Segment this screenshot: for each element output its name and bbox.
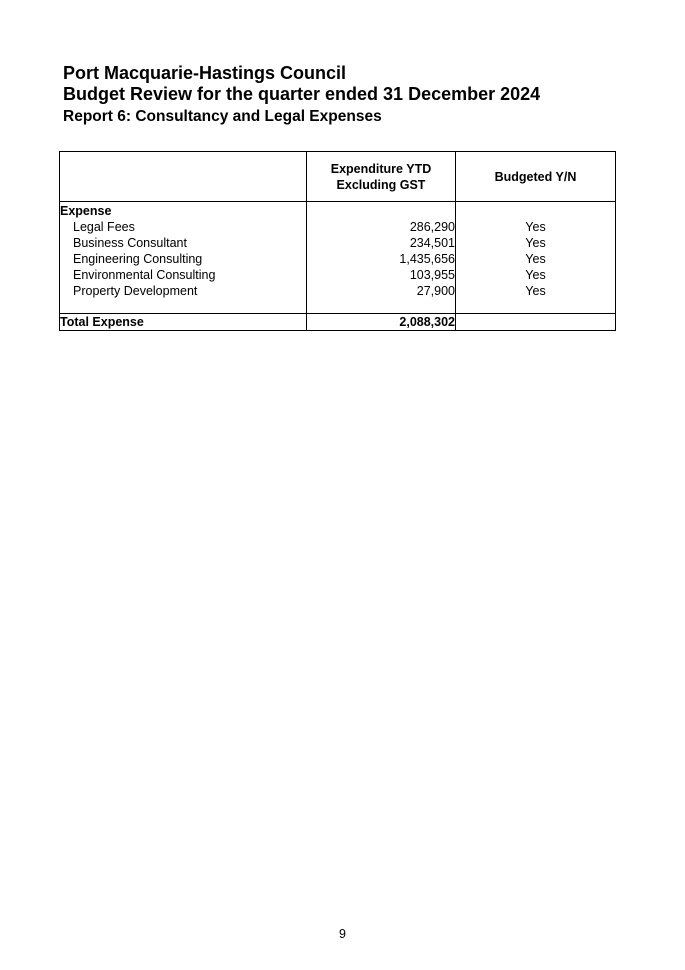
row-budgeted: Yes <box>456 283 616 299</box>
row-budgeted: Yes <box>456 219 616 235</box>
row-label: Environmental Consulting <box>60 267 307 283</box>
row-label: Legal Fees <box>60 219 307 235</box>
section-row <box>60 202 616 220</box>
label-column-header <box>60 152 307 202</box>
consultancy-legal-table <box>59 151 616 331</box>
row-expenditure: 1,435,656 <box>307 251 456 267</box>
page-number: 9 <box>339 927 346 941</box>
total-budgeted <box>456 314 616 331</box>
table-row <box>60 283 616 299</box>
expenditure-header-line1: Expenditure YTD <box>330 161 432 176</box>
budgeted-column-header: Budgeted Y/N <box>456 152 616 202</box>
section-label: Expense <box>60 202 307 220</box>
row-budgeted: Yes <box>456 267 616 283</box>
row-expenditure: 286,290 <box>307 219 456 235</box>
table-row <box>60 219 616 235</box>
expenditure-header-line2: Excluding GST <box>336 177 426 192</box>
spacer-row <box>60 299 616 314</box>
total-row <box>60 314 616 331</box>
row-budgeted: Yes <box>456 251 616 267</box>
row-budgeted: Yes <box>456 235 616 251</box>
expenditure-column-header <box>307 152 456 202</box>
total-expenditure: 2,088,302 <box>307 314 456 331</box>
row-label: Property Development <box>60 283 307 299</box>
report-header <box>63 63 540 126</box>
row-expenditure: 27,900 <box>307 283 456 299</box>
row-label: Business Consultant <box>60 235 307 251</box>
row-label: Engineering Consulting <box>60 251 307 267</box>
table-row <box>60 251 616 267</box>
table-row <box>60 235 616 251</box>
budget-review-title: Budget Review for the quarter ended 31 December 2024 <box>63 84 541 104</box>
row-expenditure: 103,955 <box>307 267 456 283</box>
total-label: Total Expense <box>60 314 307 331</box>
council-name: Port Macquarie-Hastings Council <box>63 63 347 83</box>
table-header-row <box>60 152 616 202</box>
table-row <box>60 267 616 283</box>
row-expenditure: 234,501 <box>307 235 456 251</box>
report-title: Report 6: Consultancy and Legal Expenses <box>63 108 382 125</box>
